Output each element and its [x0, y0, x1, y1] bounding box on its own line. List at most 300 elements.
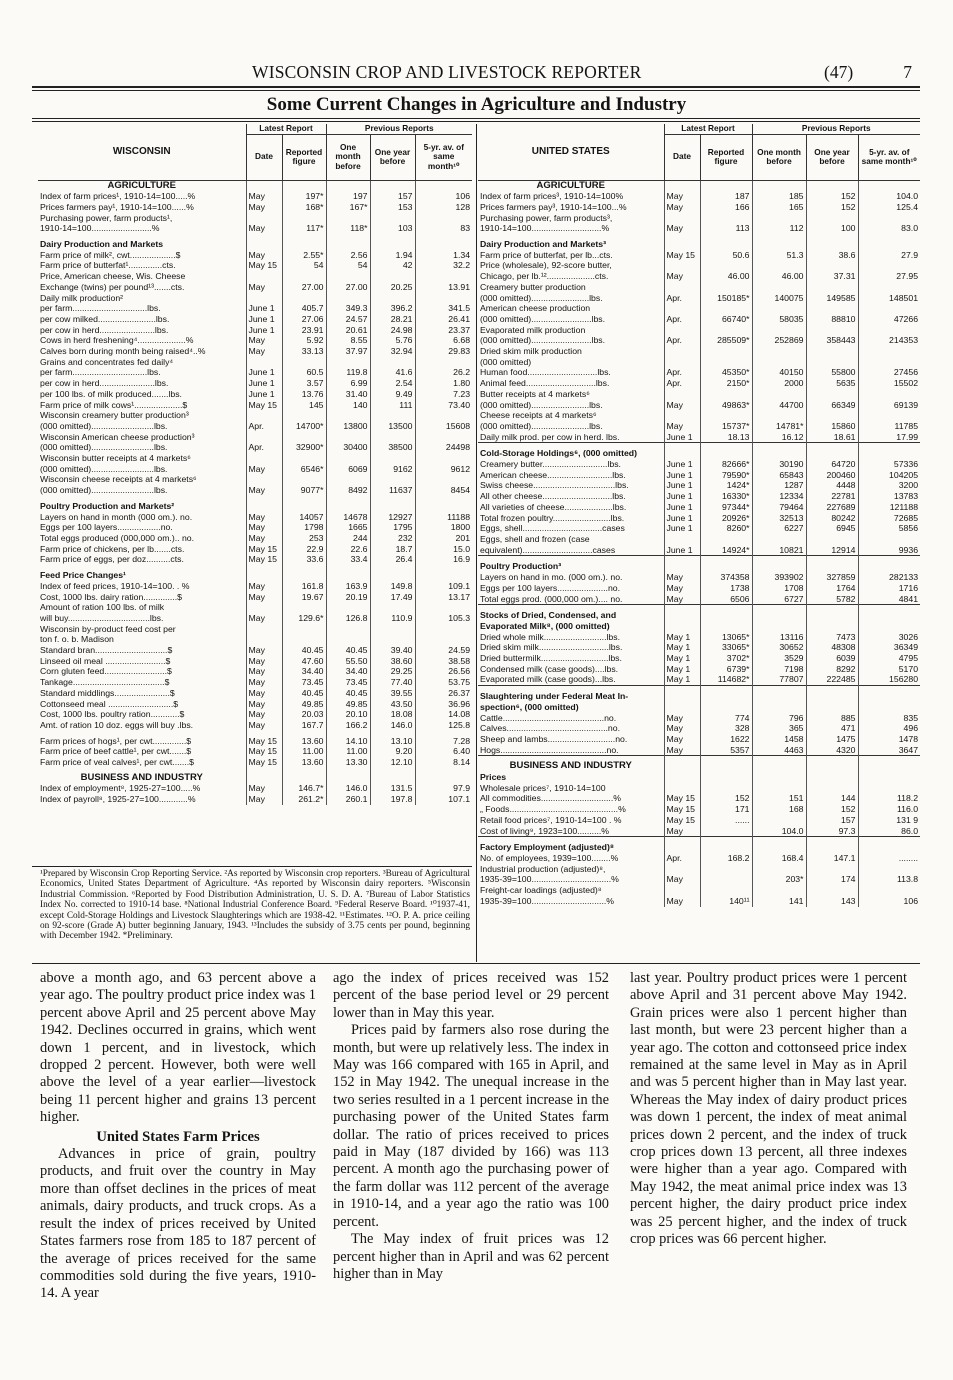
date-cell: May 15 — [246, 554, 282, 565]
reported-cell — [700, 389, 752, 400]
month-cell: 14781* — [752, 421, 806, 432]
month-cell — [326, 501, 370, 512]
date-cell: June 1 — [664, 523, 700, 534]
month-cell — [326, 432, 370, 443]
table-row — [478, 783, 920, 794]
month-cell — [752, 260, 806, 271]
row-label: Wisconsin by-product feed cost per — [40, 623, 176, 634]
date-cell — [664, 260, 700, 271]
table-row — [478, 632, 920, 643]
average-cell: 5856 — [858, 523, 920, 534]
reported-cell: 6546* — [282, 464, 326, 475]
row-label: Farm prices of hogs¹, per cwt..............$ — [40, 735, 192, 746]
year-cell: 1.94 — [370, 250, 415, 261]
average-cell: 36349 — [858, 642, 920, 653]
previous-reports-heading-us: Previous Reports — [752, 124, 920, 134]
average-cell: 3200 — [858, 480, 920, 491]
reported-cell: 14924* — [700, 545, 752, 556]
month-cell: 40150 — [752, 367, 806, 378]
year-cell: 1795 — [370, 522, 415, 533]
row-label: AGRICULTURE — [536, 180, 605, 191]
table-row — [38, 260, 472, 271]
reported-cell: 13.76 — [282, 389, 326, 400]
month-cell: 16.12 — [752, 432, 806, 443]
reported-cell: 161.8 — [282, 581, 326, 592]
average-cell: 118.2 — [858, 793, 920, 804]
average-cell — [415, 293, 472, 304]
reported-cell — [700, 702, 752, 713]
row-label: 1935-39=100.................................% — [480, 874, 619, 885]
average-cell: 73.40 — [415, 400, 472, 411]
average-cell: 9612 — [415, 464, 472, 475]
year-cell: 152 — [806, 202, 858, 213]
month-cell: 8492 — [326, 485, 370, 496]
table-row — [38, 485, 472, 496]
year-cell — [370, 501, 415, 512]
table-row — [478, 561, 920, 572]
date-cell: May — [246, 533, 282, 544]
year-cell: 9.49 — [370, 389, 415, 400]
date-cell: May 1 — [664, 632, 700, 643]
date-cell: May 15 — [246, 544, 282, 555]
table-row — [478, 293, 920, 304]
year-cell — [806, 303, 858, 314]
table-row — [38, 746, 472, 757]
row-label: Daily milk prod. per cow in herd. lbs. — [480, 431, 620, 442]
table-row — [478, 314, 920, 325]
table-row — [478, 713, 920, 724]
year-cell — [370, 634, 415, 645]
month-cell — [752, 864, 806, 875]
date-cell: May — [246, 223, 282, 234]
reported-cell: 129.6* — [282, 613, 326, 624]
row-label: Wisconsin butter receipts at 4 markets⁶ — [40, 453, 191, 464]
table-row — [38, 271, 472, 282]
date-cell — [664, 761, 700, 772]
average-cell — [415, 624, 472, 635]
row-label: per cow in herd.......................lbs. — [40, 324, 169, 335]
month-cell: 6727 — [752, 594, 806, 605]
date-cell: May — [246, 645, 282, 656]
average-cell: 72685 — [858, 513, 920, 524]
row-label: Index of farm prices³, 1910-14=100% — [480, 191, 624, 202]
month-cell: 51.3 — [752, 250, 806, 261]
paragraph: ago the index of prices received was 152 percent of the base period level or 29 percent lower than in May this year. — [333, 970, 609, 1021]
date-cell: May — [246, 512, 282, 523]
date-cell: May — [246, 699, 282, 710]
row-label: Purchasing power, farm products³, — [480, 212, 613, 223]
year-cell: 38.60 — [370, 656, 415, 667]
table-row — [478, 367, 920, 378]
month-cell: 14.10 — [326, 736, 370, 747]
date-cell: Apr. — [664, 378, 700, 389]
table-row — [38, 544, 472, 555]
month-cell: 2000 — [752, 378, 806, 389]
reported-cell: 33065* — [700, 642, 752, 653]
date-cell: May 15 — [246, 746, 282, 757]
table-row — [38, 736, 472, 747]
year-cell — [806, 885, 858, 896]
year-cell — [806, 561, 858, 572]
month-cell: 11.00 — [326, 746, 370, 757]
average-cell: 86.0 — [858, 826, 920, 837]
table-row — [478, 250, 920, 261]
year-cell — [806, 772, 858, 783]
row-label: Stocks of Dried, Condensed, and — [480, 610, 617, 621]
average-cell — [415, 239, 472, 250]
row-label: per 100 lbs. of milk produced.......lbs. — [40, 388, 182, 399]
month-cell — [752, 239, 806, 250]
month-cell: 73.45 — [326, 677, 370, 688]
month-cell: 126.8 — [326, 613, 370, 624]
date-cell: Apr. — [246, 442, 282, 453]
row-label: Layers on hand in mo. (000 om.). no. — [480, 572, 623, 583]
average-cell: 32.2 — [415, 260, 472, 271]
average-cell — [415, 271, 472, 282]
date-cell: May 1 — [664, 664, 700, 675]
month-cell — [326, 624, 370, 635]
average-cell: 4841 — [858, 594, 920, 605]
date-cell — [246, 624, 282, 635]
date-cell: June 1 — [664, 470, 700, 481]
average-cell — [858, 180, 920, 191]
table-row — [478, 594, 920, 605]
row-label: 1910-14=100.............................% — [480, 223, 610, 234]
year-cell — [806, 389, 858, 400]
year-cell: 32.94 — [370, 346, 415, 357]
date-cell: May — [664, 202, 700, 213]
year-cell: 8292 — [806, 664, 858, 675]
row-label: Poultry Production and Markets² — [40, 500, 175, 511]
latest-report-heading: Latest Report — [246, 124, 326, 134]
date-cell — [246, 773, 282, 784]
footnotes: ¹Prepared by Wisconsin Crop Reporting Service. ²As reported by Wisconsin crop reporters. ³Bureau of Agricultural Economics, United States Department of Agriculture. ⁴As reported by Wisconsin dairy reporters. ⁵Wisconsin Industrial Commission. ⁶Reported by Food Distribution Administration, U. S. D. A. ⁷Bureau of Labor Statistics Index No. corrected to 1910-14 base. ⁸National Industrial Conference Board. ⁹Federal Reserve Board. ¹⁰1937-41, except Cold-Storage Holdings and Livestock Slaughterings which are 1938-42. ¹¹Estimates. ¹²O. P. A. price ceiling on 92-score (Grade A) butter beginning January, 1943. ¹³Includes the subsidy of 3.75 cents per pound, beginning with December 1942. *Preliminary. — [40, 869, 470, 942]
reported-cell: 8260* — [700, 523, 752, 534]
average-cell — [415, 213, 472, 224]
year-cell — [806, 325, 858, 336]
reported-cell — [282, 634, 326, 645]
average-cell: 8.14 — [415, 757, 472, 768]
reported-cell: 14700* — [282, 421, 326, 432]
average-cell: 156280 — [858, 674, 920, 685]
table-row — [38, 757, 472, 768]
table-row — [38, 645, 472, 656]
date-cell — [664, 772, 700, 783]
average-cell: 13.91 — [415, 282, 472, 293]
table-top-rule-2 — [32, 121, 920, 122]
month-cell: 24.57 — [326, 314, 370, 325]
year-cell: 29.25 — [370, 666, 415, 677]
row-label: BUSINESS AND INDUSTRY — [80, 772, 203, 783]
table-row — [38, 378, 472, 389]
row-label: Dried buttermilk............................lbs. — [480, 653, 622, 664]
average-cell: 38.58 — [415, 656, 472, 667]
footnote-rule — [32, 866, 472, 867]
table-row — [38, 250, 472, 261]
table-row — [478, 572, 920, 583]
date-cell: June 1 — [664, 432, 700, 443]
reported-cell — [282, 180, 326, 191]
year-cell: 48308 — [806, 642, 858, 653]
row-label: Standard bran..............................$ — [40, 645, 173, 656]
month-cell — [752, 213, 806, 224]
reported-cell — [700, 303, 752, 314]
table-row — [478, 282, 920, 293]
month-cell: 1665 — [326, 522, 370, 533]
row-label: Cottonseed meal ...........................$ — [40, 698, 179, 709]
table-row — [478, 400, 920, 411]
row-label: Price, American cheese, Wis. Cheese — [40, 271, 186, 282]
row-label: Total eggs produced (000,000 om.).. no. — [40, 533, 195, 543]
reported-cell — [282, 357, 326, 368]
date-cell: June 1 — [664, 513, 700, 524]
table-divider — [476, 124, 477, 962]
date-cell: Apr. — [246, 421, 282, 432]
row-label: Cost, 1000 lbs. poultry ration............$ — [40, 709, 185, 720]
year-cell: 100 — [806, 223, 858, 234]
month-cell — [326, 213, 370, 224]
row-label: (000 omitted)........................lbs. — [480, 292, 603, 303]
year-cell: 11637 — [370, 485, 415, 496]
wisconsin-table — [38, 124, 472, 805]
reported-cell: 40.45 — [282, 645, 326, 656]
average-cell: 1.34 — [415, 250, 472, 261]
reported-cell — [700, 826, 752, 837]
date-cell: May — [246, 191, 282, 202]
row-label: Evaporated Milk⁸, (000 omitted) — [480, 620, 610, 631]
average-cell — [415, 570, 472, 581]
date-cell — [664, 561, 700, 572]
month-cell — [752, 772, 806, 783]
table-row — [478, 432, 920, 443]
year-cell: 327859 — [806, 572, 858, 583]
month-cell — [326, 239, 370, 250]
month-cell: 112 — [752, 223, 806, 234]
month-cell — [752, 761, 806, 772]
average-cell: 3647 — [858, 745, 920, 756]
month-cell — [752, 783, 806, 794]
table-row — [38, 666, 472, 677]
year-cell: 39.40 — [370, 645, 415, 656]
date-cell: May 1 — [664, 674, 700, 685]
average-cell: 6.68 — [415, 335, 472, 346]
date-cell — [664, 180, 700, 191]
date-cell: May — [664, 896, 700, 907]
date-cell: May — [246, 709, 282, 720]
year-cell: 131.5 — [370, 783, 415, 794]
row-label: Price (wholesale), 92-score butter, — [480, 260, 612, 271]
average-cell: 14.08 — [415, 709, 472, 720]
year-cell — [806, 610, 858, 621]
year-cell — [806, 534, 858, 545]
table-row — [38, 325, 472, 336]
table-row — [38, 570, 472, 581]
month-cell: 40.45 — [326, 645, 370, 656]
year-cell: 26.4 — [370, 554, 415, 565]
reported-cell: 114682* — [700, 674, 752, 685]
year-cell: 64720 — [806, 459, 858, 470]
date-cell: June 1 — [246, 367, 282, 378]
table-row — [38, 474, 472, 485]
date-cell — [664, 783, 700, 794]
paragraph: Advances in price of grain, poultry products, and fruit over the country in May more than offset declines in the prices of meat animals, dairy products, and truck crops. As a result the index of prices received by United States farmers rose from 185 to 187 percent of the average of prices received for the same commodities sold during the five years, 1910-14. A year — [40, 1146, 316, 1302]
year-cell — [370, 474, 415, 485]
reported-cell: 54 — [282, 260, 326, 271]
table-row — [38, 239, 472, 250]
year-cell: 157 — [370, 191, 415, 202]
reported-cell — [282, 570, 326, 581]
average-cell: 83.0 — [858, 223, 920, 234]
average-cell: 15608 — [415, 421, 472, 432]
table-row — [478, 853, 920, 864]
month-cell: 31.40 — [326, 389, 370, 400]
reported-cell: 1738 — [700, 583, 752, 594]
date-cell — [246, 570, 282, 581]
year-cell: 18.7 — [370, 544, 415, 555]
month-heading: One month before — [326, 134, 370, 180]
reported-cell: 5357 — [700, 745, 752, 756]
month-cell: 40.45 — [326, 688, 370, 699]
average-cell — [858, 534, 920, 545]
table-row — [38, 335, 472, 346]
reported-cell — [700, 213, 752, 224]
reported-cell — [282, 602, 326, 613]
table-row — [478, 357, 920, 368]
reported-cell: 168.2 — [700, 853, 752, 864]
average-cell: 113.8 — [858, 874, 920, 885]
row-label: Animal feed.............................lbs. — [480, 378, 610, 389]
month-cell: 27.00 — [326, 282, 370, 293]
reported-cell: 197* — [282, 191, 326, 202]
date-cell: May — [246, 783, 282, 794]
average-cell: 1478 — [858, 734, 920, 745]
date-cell: Apr. — [664, 367, 700, 378]
reported-cell: 79590* — [700, 470, 752, 481]
row-label: Retail food prices⁷, 1910-14=100 . % — [480, 814, 622, 825]
year-cell: 37.31 — [806, 271, 858, 282]
year-cell — [806, 621, 858, 632]
month-cell: 20.10 — [326, 709, 370, 720]
date-cell: May — [664, 713, 700, 724]
year-cell: 24.98 — [370, 325, 415, 336]
row-label: Corn gluten feed..........................$ — [40, 666, 172, 677]
month-cell: 13116 — [752, 632, 806, 643]
date-cell: May — [664, 826, 700, 837]
text-column-1 — [40, 970, 316, 1303]
reported-cell — [700, 180, 752, 191]
date-cell: May — [246, 202, 282, 213]
year-cell: 4320 — [806, 745, 858, 756]
average-cell — [858, 691, 920, 702]
reported-cell: 33.6 — [282, 554, 326, 565]
year-cell: 2.54 — [370, 378, 415, 389]
date-cell — [664, 621, 700, 632]
table-row — [38, 688, 472, 699]
average-cell — [415, 501, 472, 512]
table-row — [478, 271, 920, 282]
reported-cell: 1798 — [282, 522, 326, 533]
month-cell: 244 — [326, 533, 370, 544]
table-row — [478, 745, 920, 756]
date-cell — [246, 602, 282, 613]
row-label: Eggs, shell and frozen (case — [480, 534, 590, 544]
date-cell — [246, 453, 282, 464]
year-cell: 152 — [806, 191, 858, 202]
row-label: Tankage......................................$ — [40, 677, 170, 688]
month-cell: 30190 — [752, 459, 806, 470]
reported-cell: 145 — [282, 400, 326, 411]
year-cell: 20.25 — [370, 282, 415, 293]
table-row — [38, 303, 472, 314]
average-cell: 11785 — [858, 421, 920, 432]
table-row — [38, 389, 472, 400]
date-cell: May — [664, 874, 700, 885]
average-cell: 4795 — [858, 653, 920, 664]
year-cell — [806, 842, 858, 853]
reported-cell: 82666* — [700, 459, 752, 470]
table-row — [38, 512, 472, 523]
table-row — [478, 459, 920, 470]
average-cell: 9936 — [858, 545, 920, 556]
year-cell: 174 — [806, 874, 858, 885]
row-label: Cold-Storage Holdings⁶, (000 omitted) — [480, 448, 638, 459]
average-cell: 26.56 — [415, 666, 472, 677]
month-cell: 65843 — [752, 470, 806, 481]
table-row — [38, 282, 472, 293]
average-cell: 69139 — [858, 400, 920, 411]
table-row — [478, 804, 920, 815]
month-cell: 104.0 — [752, 826, 806, 837]
date-cell: May — [664, 421, 700, 432]
average-cell — [858, 213, 920, 224]
row-label: equivalent).............................cases — [480, 544, 616, 555]
average-cell — [858, 303, 920, 314]
row-label: (000 omitted).........................lbs. — [480, 335, 606, 346]
table-row — [478, 480, 920, 491]
average-cell: 214353 — [858, 335, 920, 346]
reported-cell — [282, 239, 326, 250]
average-cell: 201 — [415, 533, 472, 544]
date-cell: May 1 — [664, 642, 700, 653]
table-row — [478, 702, 920, 713]
year-cell: 13.10 — [370, 736, 415, 747]
row-label: Condensed milk (case goods)....lbs. — [480, 663, 619, 674]
month-cell: 22.6 — [326, 544, 370, 555]
row-label: Wisconsin cheese receipts at 4 markets⁶ — [40, 474, 197, 485]
average-cell: 11188 — [415, 512, 472, 523]
date-cell — [246, 180, 282, 191]
date-heading-us: Date — [664, 134, 700, 180]
year-cell — [370, 453, 415, 464]
month-cell: 8.55 — [326, 335, 370, 346]
row-label: Standard middlings.......................$ — [40, 687, 175, 698]
average-cell — [415, 453, 472, 464]
table-row — [478, 502, 920, 513]
month-cell: 140075 — [752, 293, 806, 304]
date-cell — [246, 213, 282, 224]
year-cell: 38500 — [370, 442, 415, 453]
average-cell — [415, 773, 472, 784]
date-cell: May — [246, 794, 282, 805]
year-cell — [806, 180, 858, 191]
date-cell: May — [246, 485, 282, 496]
row-label: Index of feed prices, 1910-14=100. . % — [40, 580, 190, 591]
date-cell: May — [664, 223, 700, 234]
month-cell — [326, 357, 370, 368]
date-cell: June 1 — [664, 491, 700, 502]
date-cell — [664, 357, 700, 368]
year-cell: 88810 — [806, 314, 858, 325]
